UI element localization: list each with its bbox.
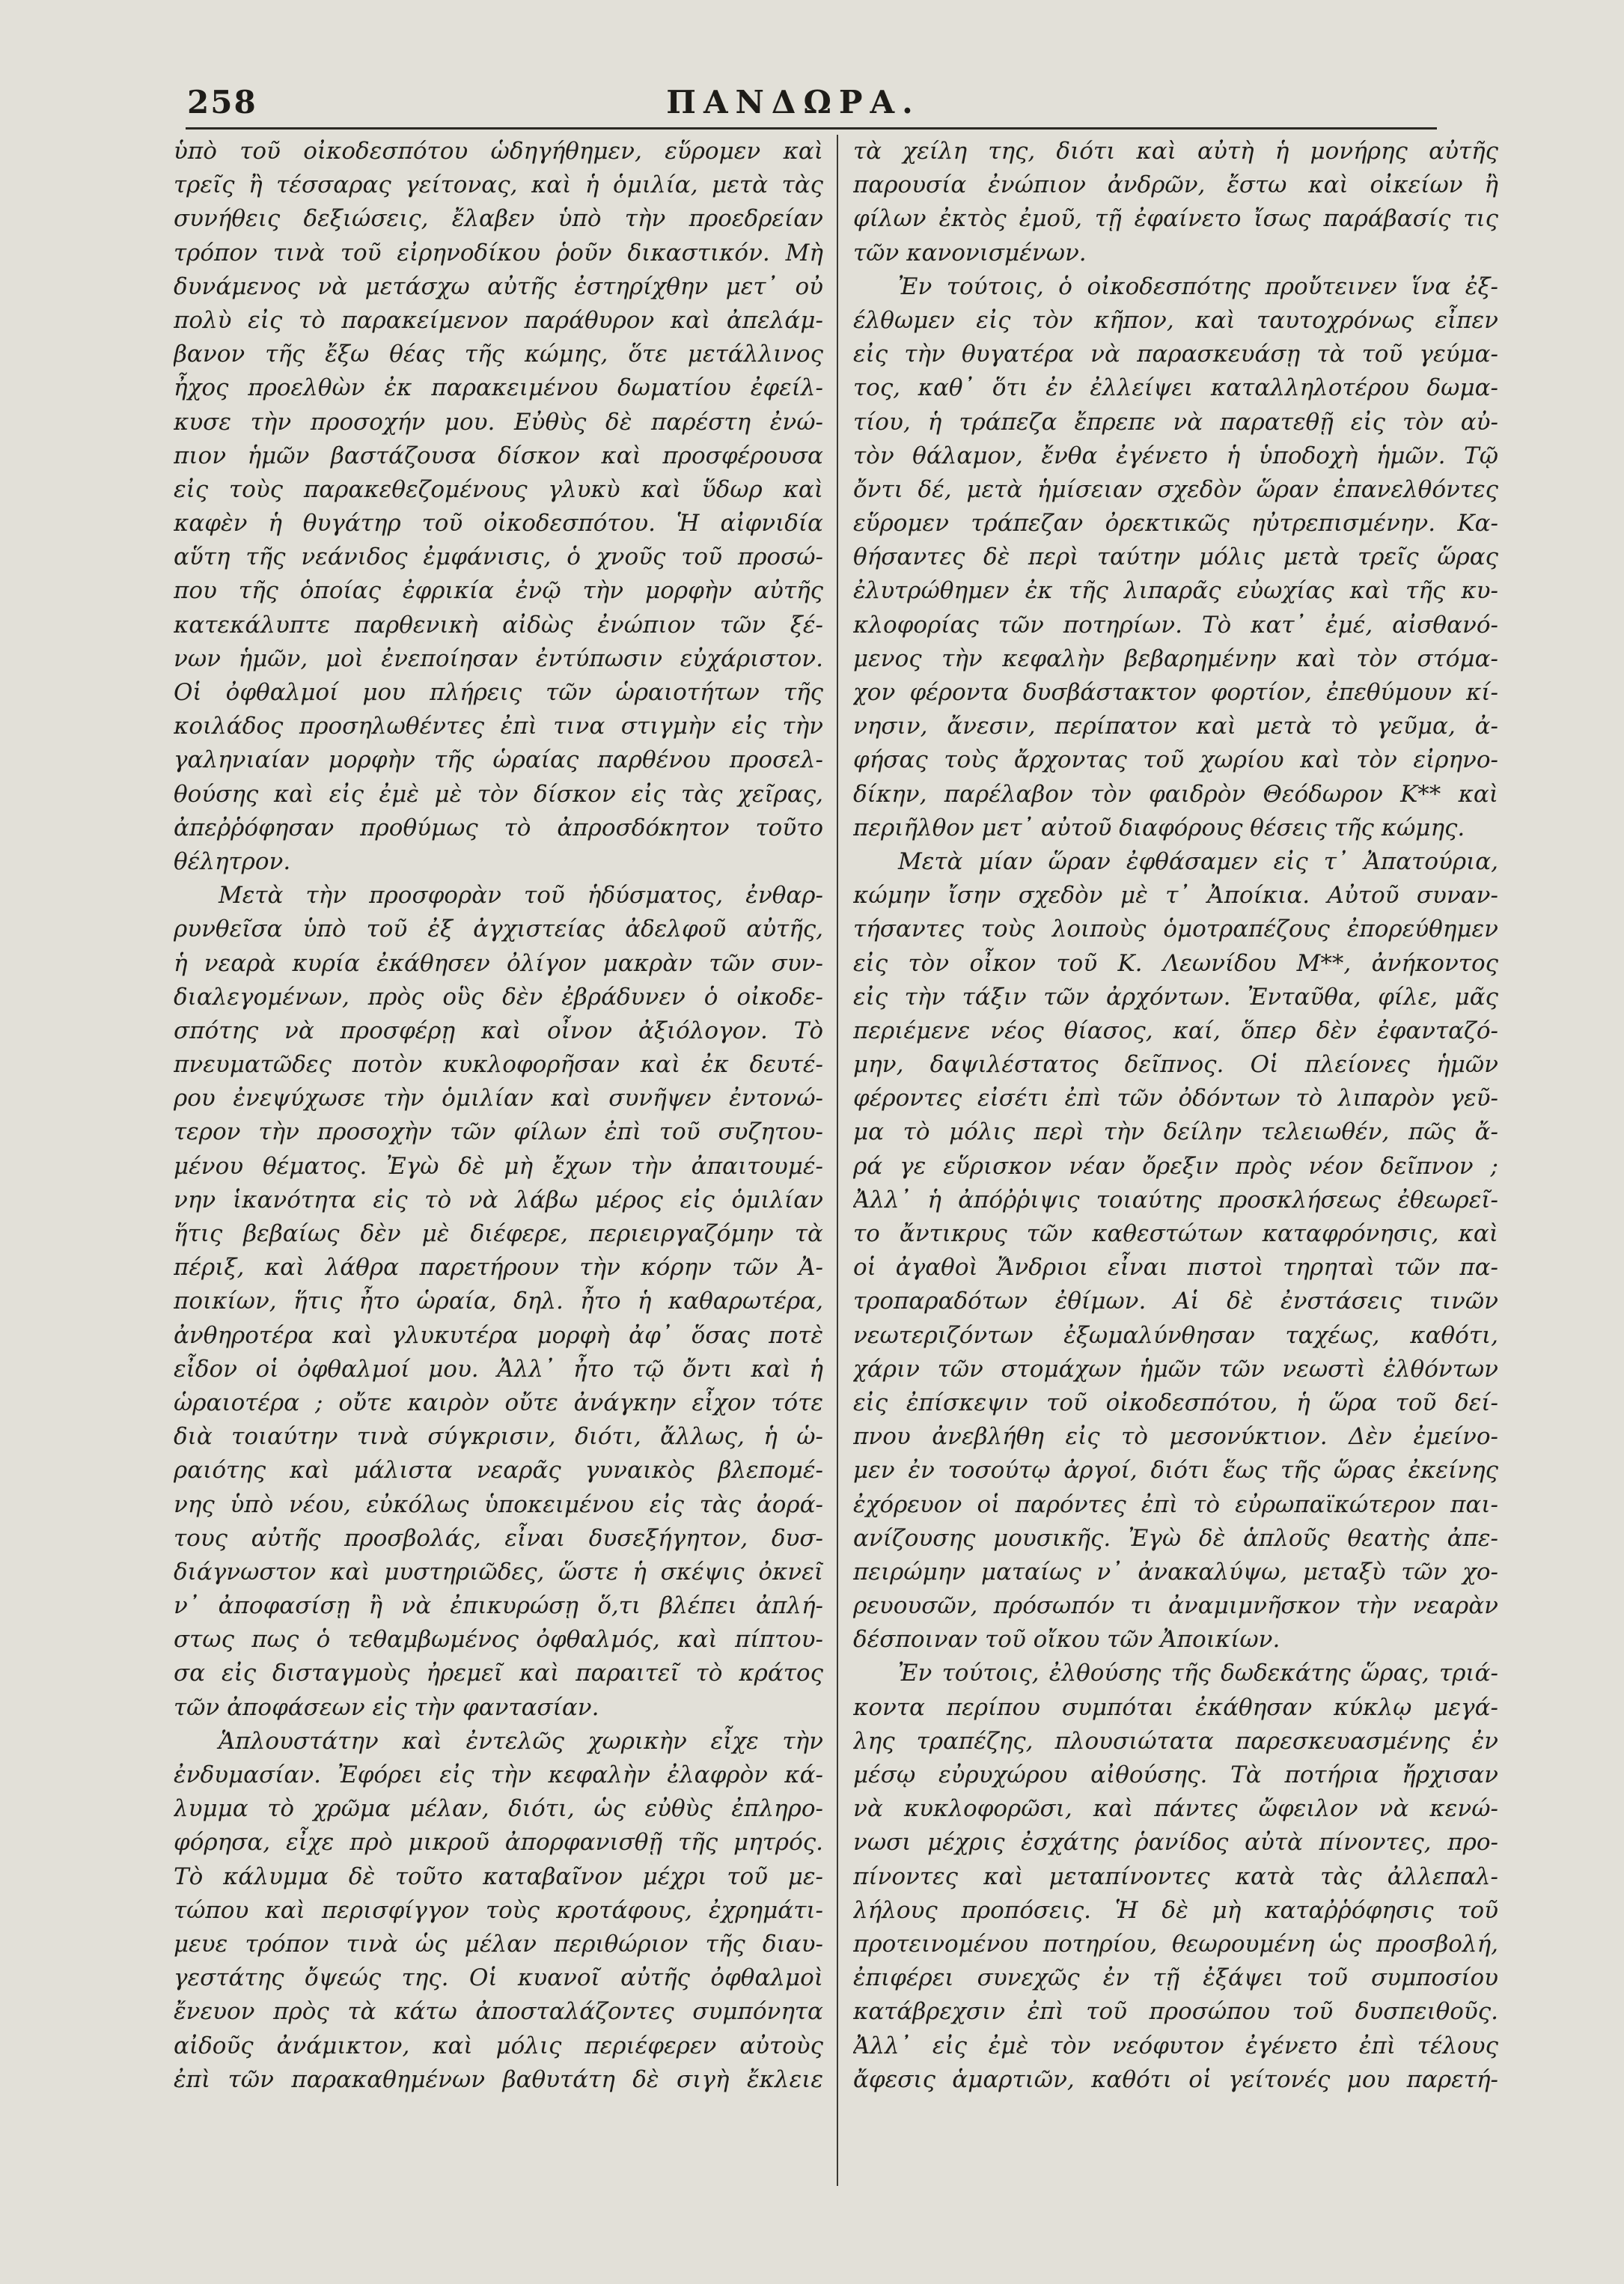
text-line: κατάβρεχσιν ἐπὶ τοῦ προσώπου τοῦ δυσπειθοῦς. xyxy=(853,1998,1498,2026)
text-line: εἰς τὸν οἶκον τοῦ Κ. Λεωνίδου Μ**, ἀνήκοντος xyxy=(853,949,1498,977)
text-line: συνήθεις δεξιώσεις, ἔλαβεν ὑπὸ τὴν προεδρείαν xyxy=(174,205,823,233)
text-line: νης ὑπὸ νέου, εὐκόλως ὑποκειμένου εἰς τὰς ἀορά- xyxy=(174,1490,823,1518)
text-line: εἰς τὴν τάξιν τῶν ἀρχόντων. Ἐνταῦθα, φίλε, μᾶς xyxy=(853,983,1498,1011)
text-line: πνευματῶδες ποτὸν κυκλοφορῆσαν καὶ ἐκ δευτέ- xyxy=(174,1051,823,1079)
text-line: Μετὰ τὴν προσφορὰν τοῦ ἡδύσματος, ἐνθαρ- xyxy=(219,882,823,910)
text-line: μένου θέματος. Ἐγὼ δὲ μὴ ἔχων τὴν ἀπαιτουμέ- xyxy=(174,1152,823,1180)
text-line: ρυνθεῖσα ὑπὸ τοῦ ἐξ ἀγχιστείας ἀδελφοῦ αὐτῆς, xyxy=(174,916,823,943)
text-line: τρεῖς ἢ τέσσαρας γείτονας, καὶ ἡ ὁμιλία, μετὰ τὰς xyxy=(174,171,823,199)
text-line: τώπου καὶ περισφίγγον τοὺς κροτάφους, ἐχρημάτι- xyxy=(174,1896,823,1924)
text-line: ἀνθηροτέρα καὶ γλυκυτέρα μορφὴ ἀφ᾽ ὅσας ποτὲ xyxy=(174,1321,823,1349)
text-line: ανίζουσης μουσικῆς. Ἐγὼ δὲ ἁπλοῦς θεατὴς ἀπε- xyxy=(853,1524,1498,1552)
text-line: εἰς τοὺς παρακεθεζομένους γλυκὺ καὶ ὕδωρ καὶ xyxy=(174,475,823,503)
text-line: αἰδοῦς ἀνάμικτον, καὶ μόλις περιέφερεν αὐτοὺς xyxy=(174,2032,823,2059)
text-line: πνου ἀνεβλήθη εἰς τὸ μεσονύκτιον. Δὲν ἐμείνο- xyxy=(853,1423,1498,1451)
text-line: Ἁπλουστάτην καὶ ἐντελῶς χωρικὴν εἶχε τὴν xyxy=(219,1727,823,1755)
text-line: ἐπὶ τῶν παρακαθημένων βαθυτάτη δὲ σιγὴ ἔκλειε xyxy=(174,2065,823,2093)
text-line: εὕρομεν τράπεζαν ὀρεκτικῶς ηὐτρεπισμένην. Κα- xyxy=(853,510,1498,537)
text-line: ὑπὸ τοῦ οἰκοδεσπότου ὡδηγήθημεν, εὕρομεν καὶ xyxy=(174,138,823,165)
text-line: ἀπεῤῥόφησαν προθύμως τὸ ἀπροσδόκητον τοῦτο xyxy=(174,814,823,841)
text-line: κυσε τὴν προσοχήν μου. Εὐθὺς δὲ παρέστη ἐνώ- xyxy=(174,408,823,436)
text-line: τους αὐτῆς προσβολάς, εἶναι δυσεξήγητον, δυσ- xyxy=(174,1524,823,1552)
text-line: τίου, ἡ τράπεζα ἔπρεπε νὰ παρατεθῇ εἰς τὸν αὐ- xyxy=(853,408,1498,436)
text-line: βανον τῆς ἔξω θέας τῆς κώμης, ὅτε μετάλλινος xyxy=(174,341,823,368)
text-line: τροπαραδότων ἐθίμων. Αἱ δὲ ἐνστάσεις τινῶν xyxy=(853,1288,1498,1315)
text-line: που τῆς ὁποίας ἐφρικία ἐνῷ τὴν μορφὴν αὐτῆς xyxy=(174,577,823,605)
journal-title: ΠΑΝΔΩΡΑ. xyxy=(666,84,921,121)
text-line: προτεινομένου ποτηρίου, θεωρουμένη ὡς προσβολή, xyxy=(853,1930,1498,1958)
text-line: ὡραιοτέρα ; οὔτε καιρὸν οὔτε ἀνάγκην εἶχον τότε xyxy=(174,1389,823,1416)
text-line: πειρώμην ματαίως ν᾽ ἀνακαλύψω, μεταξὺ τῶν χο- xyxy=(853,1558,1498,1586)
text-line: ἔνευον πρὸς τὰ κάτω ἀποσταλάζοντες συμπόνητα xyxy=(174,1998,823,2026)
text-line: διαλεγομένων, πρὸς οὓς δὲν ἐβράδυνεν ὁ οἰκοδε- xyxy=(174,983,823,1011)
text-line: ἐνδυμασίαν. Ἐφόρει εἰς τὴν κεφαλὴν ἐλαφρὸν κά- xyxy=(174,1761,823,1788)
text-line: νων ἡμῶν, μοὶ ἐνεποίησαν ἐντύπωσιν εὐχάριστον. xyxy=(174,645,823,672)
text-line: σπότης νὰ προσφέρῃ καὶ οἶνον ἀξιόλογον. Τὸ xyxy=(174,1017,823,1044)
text-line: νην ἱκανότητα εἰς τὸ νὰ λάβω μέρος εἰς ὁμιλίαν xyxy=(174,1186,823,1213)
header-rule xyxy=(186,127,1437,130)
text-line: οἱ ἀγαθοὶ Ἄνδριοι εἶναι πιστοὶ τηρηταὶ τῶν πα- xyxy=(853,1254,1498,1282)
text-line: ρου ἐνεψύχωσε τὴν ὁμιλίαν καὶ συνῆψεν ἐντονώ- xyxy=(174,1085,823,1112)
text-line: ἥτις βεβαίως δὲν μὲ διέφερε, περιειργαζόμην τὰ xyxy=(174,1220,823,1247)
text-line: ρά γε εὕρισκον νέαν ὄρεξιν πρὸς νέον δεῖπνον ; xyxy=(853,1152,1498,1180)
text-line: δέσποιναν τοῦ οἴκου τῶν Ἀποικίων. xyxy=(853,1626,1280,1654)
text-line: δίκην, παρέλαβον τὸν φαιδρὸν Θεόδωρον Κ** καὶ xyxy=(853,780,1498,808)
text-line: Ἀλλ᾽ ἡ ἀπόῤῥιψις τοιαύτης προσκλήσεως ἐθεωρεῖ- xyxy=(853,1186,1498,1213)
text-line: λήλους προπόσεις. Ἡ δὲ μὴ καταῤῥόφησις τοῦ xyxy=(853,1896,1498,1924)
text-line: κατεκάλυπτε παρθενικὴ αἰδὼς ἐνώπιον τῶν ξέ- xyxy=(174,611,823,639)
text-line: Μετὰ μίαν ὥραν ἐφθάσαμεν εἰς τ᾽ Ἀπατούρια, xyxy=(898,847,1498,875)
text-line: έλθωμεν εἰς τὸν κῆπον, καὶ ταυτοχρόνως εἶπεν xyxy=(853,306,1498,334)
text-line: ἐπιφέρει συνεχῶς ἐν τῇ ἐξάψει τοῦ συμποσίου xyxy=(853,1964,1498,1992)
text-line: θούσης καὶ εἰς ἐμὲ μὲ τὸν δίσκον εἰς τὰς χεῖρας, xyxy=(174,780,823,808)
text-line: θέλητρον. xyxy=(174,847,291,875)
text-line: ἄφεσις ἁμαρτιῶν, καθότι οἱ γείτονές μου παρετή- xyxy=(853,2065,1498,2093)
text-line: τὰ χείλη της, διότι καὶ αὐτὴ ἡ μονήρης αὐτῆς xyxy=(853,138,1498,165)
text-line: ποικίων, ἥτις ἦτο ὡραία, δηλ. ἦτο ἡ καθαρωτέρα, xyxy=(174,1288,823,1315)
text-line: Ἐν τούτοις, ὁ οἰκοδεσπότης προὔτεινεν ἵνα ἐξ- xyxy=(898,272,1498,300)
text-line: νωσι μέχρις ἐσχάτης ῥανίδος αὐτὰ πίνοντες, προ- xyxy=(853,1829,1498,1857)
text-line: τερον τὴν προσοχὴν τῶν φίλων ἐπὶ τοῦ συζητου- xyxy=(174,1118,823,1146)
text-line: μέσῳ εὐρυχώρου αἰθούσης. Τὰ ποτήρια ἤρχισαν xyxy=(853,1761,1498,1788)
text-line: ραιότης καὶ μάλιστα νεαρᾶς γυναικὸς βλεπομέ- xyxy=(174,1457,823,1484)
text-line: πιον ἡμῶν βαστάζουσα δίσκον καὶ προσφέρουσα xyxy=(174,442,823,469)
text-line: ἦχος προελθὼν ἐκ παρακειμένου δωματίου ἐφείλ- xyxy=(174,374,823,402)
text-line: φήσας τοὺς ἄρχοντας τοῦ χωρίου καὶ τὸν εἰρηνο- xyxy=(853,746,1498,774)
text-line: πέριξ, καὶ λάθρα παρετήρουν τὴν κόρην τῶν Ἀ- xyxy=(174,1254,823,1282)
text-line: το ἄντικρυς τῶν καθεστώτων καταφρόνησις, καὶ xyxy=(853,1220,1498,1247)
text-line: μενος τὴν κεφαλὴν βεβαρημένην καὶ τὸν στόμα- xyxy=(853,645,1498,672)
text-line: ἐχόρευον οἱ παρόντες ἐπὶ τὸ εὐρωπαϊκώτερον παι- xyxy=(853,1490,1498,1518)
text-line: ν᾽ ἀποφασίσῃ ἢ νὰ ἐπικυρώσῃ ὅ,τι βλέπει ἀπλή- xyxy=(174,1592,823,1620)
text-line: Οἱ ὀφθαλμοί μου πλήρεις τῶν ὡραιοτήτων τῆς xyxy=(174,679,823,706)
text-line: εἶδον οἱ ὀφθαλμοί μου. Ἀλλ᾽ ἦτο τῷ ὄντι καὶ ἡ xyxy=(174,1355,823,1383)
text-line: περιῆλθον μετ᾽ αὐτοῦ διαφόρους θέσεις τῆς κώμης. xyxy=(853,814,1465,841)
text-line: εἰς ἐπίσκεψιν τοῦ οἰκοδεσπότου, ἡ ὥρα τοῦ δεί- xyxy=(853,1389,1498,1416)
text-line: περιέμενε νέος θίασος, καί, ὅπερ δὲν ἐφανταζό- xyxy=(853,1017,1498,1044)
text-line: τῶν ἀποφάσεων εἰς τὴν φαντασίαν. xyxy=(174,1693,599,1721)
text-line: στως πως ὁ τεθαμβωμένος ὀφθαλμός, καὶ πίπτου- xyxy=(174,1626,823,1654)
page-number: 258 xyxy=(187,84,257,121)
text-line: φόρησα, εἶχε πρὸ μικροῦ ἀπορφανισθῇ τῆς μητρός. xyxy=(174,1829,823,1857)
text-line: δυνάμενος νὰ μετάσχω αὐτῆς ἐστηρίχθην μετ᾽ οὐ xyxy=(174,272,823,300)
text-line: Ἐν τούτοις, ἐλθούσης τῆς δωδεκάτης ὥρας, τριά- xyxy=(898,1660,1498,1687)
text-line: θήσαντες δὲ περὶ ταύτην μόλις μετὰ τρεῖς ὥρας xyxy=(853,543,1498,571)
text-line: νεωτεριζόντων ἐξωμαλύνθησαν ταχέως, καθότι, xyxy=(853,1321,1498,1349)
text-line: εἰς τὴν θυγατέρα νὰ παρασκευάσῃ τὰ τοῦ γεύμα- xyxy=(853,341,1498,368)
text-line: ἐλυτρώθημεν ἐκ τῆς λιπαρᾶς εὐωχίας καὶ τῆς κυ- xyxy=(853,577,1498,605)
text-line: κώμην ἴσην σχεδὸν μὲ τ᾽ Ἀποίκια. Αὐτοῦ συναν- xyxy=(853,882,1498,910)
text-line: σα εἰς δισταγμοὺς ἠρεμεῖ καὶ παραιτεῖ τὸ κράτος xyxy=(174,1660,823,1687)
text-line: μευε τρόπον τινὰ ὡς μέλαν περιθώριον τῆς διαυ- xyxy=(174,1930,823,1958)
text-line: λης τραπέζης, πλουσιώτατα παρεσκευασμένης ἐν xyxy=(853,1727,1498,1755)
text-line: ρευουσῶν, πρόσωπόν τι ἀναμιμνῆσκον τὴν νεαρὰν xyxy=(853,1592,1498,1620)
left-column xyxy=(174,135,823,2186)
text-line: ἡ νεαρὰ κυρία ἐκάθησεν ὀλίγον μακρὰν τῶν συν- xyxy=(174,949,823,977)
text-line: αὕτη τῆς νεάνιδος ἐμφάνισις, ὁ χνοῦς τοῦ προσώ- xyxy=(174,543,823,571)
text-line: νησιν, ἄνεσιν, περίπατον καὶ μετὰ τὸ γεῦμα, ἀ- xyxy=(853,713,1498,740)
column-divider xyxy=(837,135,838,2186)
text-line: τὸν θάλαμον, ἔνθα ἐγένετο ἡ ὑποδοχὴ ἡμῶν. Τῷ xyxy=(853,442,1498,469)
text-line: τήσαντες τοὺς λοιποὺς ὁμοτραπέζους ἐπορεύθημεν xyxy=(853,916,1498,943)
text-line: μεν ἐν τοσούτῳ ἀργοί, διότι ἕως τῆς ὥρας ἐκείνης xyxy=(853,1457,1498,1484)
text-line: χον φέροντα δυσβάστακτον φορτίον, ἐπεθύμουν κί- xyxy=(853,679,1498,706)
right-column xyxy=(853,135,1498,2186)
text-line: καφὲν ἡ θυγάτηρ τοῦ οἰκοδεσπότου. Ἡ αἰφνιδία xyxy=(174,510,823,537)
text-line: Ἀλλ᾽ εἰς ἐμὲ τὸν νεόφυτον ἐγένετο ἐπὶ τέλους xyxy=(853,2032,1498,2059)
text-line: διὰ τοιαύτην τινὰ σύγκρισιν, διότι, ἄλλως, ἡ ὡ- xyxy=(174,1423,823,1451)
text-line: νὰ κυκλοφορῶσι, καὶ πάντες ὤφειλον νὰ κενώ- xyxy=(853,1795,1498,1823)
text-line: τρόπον τινὰ τοῦ εἰρηνοδίκου ῥοῦν δικαστικόν. Μὴ xyxy=(174,239,823,267)
text-line: μα τὸ μόλις περὶ τὴν δείλην τελειωθέν, πῶς ἄ- xyxy=(853,1118,1498,1146)
text-line: Τὸ κάλυμμα δὲ τοῦτο καταβαῖνον μέχρι τοῦ με- xyxy=(174,1863,823,1890)
text-line: πολὺ εἰς τὸ παρακείμενον παράθυρον καὶ ἀπελάμ- xyxy=(174,306,823,334)
text-line: φίλων ἐκτὸς ἐμοῦ, τῇ ἐφαίνετο ἴσως παράβασίς τις xyxy=(853,205,1498,233)
text-line: διάγνωστον καὶ μυστηριῶδες, ὥστε ἡ σκέψις ὀκνεῖ xyxy=(174,1558,823,1586)
text-line: ὄντι δέ, μετὰ ἡμίσειαν σχεδὸν ὥραν ἐπανελθόντες xyxy=(853,475,1498,503)
text-line: φέροντες εἰσέτι ἐπὶ τῶν ὀδόντων τὸ λιπαρὸν γεῦ- xyxy=(853,1085,1498,1112)
text-line: μην, δαψιλέστατος δεῖπνος. Οἱ πλείονες ἡμῶν xyxy=(853,1051,1498,1079)
text-line: γαληνιαίαν μορφὴν τῆς ὡραίας παρθένου προσελ- xyxy=(174,746,823,774)
text-line: γεστάτης ὄψεώς της. Οἱ κυανοῖ αὐτῆς ὀφθαλμοὶ xyxy=(174,1964,823,1992)
text-line: τος, καθ᾽ ὅτι ἐν ἐλλείψει καταλληλοτέρου δωμα- xyxy=(853,374,1498,402)
text-line: κλοφορίας τῶν ποτηρίων. Τὸ κατ᾽ ἐμέ, αἰσθανό- xyxy=(853,611,1498,639)
text-line: πίνοντες καὶ μεταπίνοντες κατὰ τὰς ἀλλεπαλ- xyxy=(853,1863,1498,1890)
text-line: χάριν τῶν στομάχων ἡμῶν τῶν νεωστὶ ἐλθόντων xyxy=(853,1355,1498,1383)
text-line: κοντα περίπου συμπόται ἐκάθησαν κύκλῳ μεγά- xyxy=(853,1693,1498,1721)
text-line: τῶν κανονισμένων. xyxy=(853,239,1087,267)
text-line: λυμμα τὸ χρῶμα μέλαν, διότι, ὡς εὐθὺς ἐπληρο- xyxy=(174,1795,823,1823)
text-line: παρουσία ἐνώπιον ἀνδρῶν, ἔστω καὶ οἰκείων ἢ xyxy=(853,171,1498,199)
text-line: κοιλάδος προσηλωθέντες ἐπὶ τινα στιγμὴν εἰς τὴν xyxy=(174,713,823,740)
